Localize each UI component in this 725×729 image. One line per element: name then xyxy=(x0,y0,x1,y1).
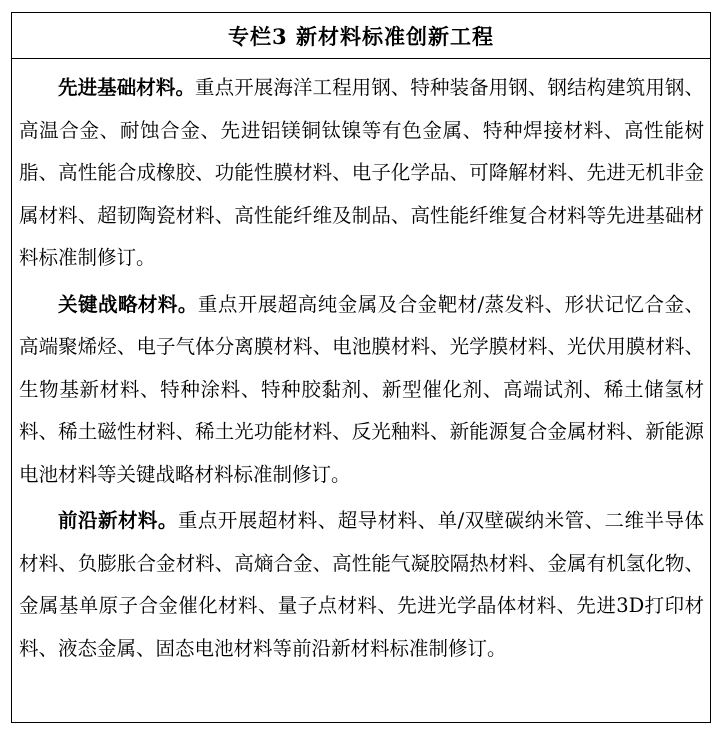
box-title: 专栏3 新材料标准创新工程 xyxy=(12,13,710,59)
paragraph-lead: 关键战略材料。 xyxy=(58,292,198,316)
feature-box xyxy=(11,12,711,723)
box-content xyxy=(12,59,710,670)
paragraph-body: 重点开展超材料、超导材料、单/双壁碳纳米管、二维半导体材料、负膨胀合金材料、高熵合金、高性能气凝胶隔热材料、金属有机氢化物、金属基单原子合金催化材料、量子点材料、先进光学晶体材料、先进3D打印材料、液态金属、固态电池材料等前沿新材料标准制修订。 xyxy=(19,509,704,660)
paragraph-body: 重点开展海洋工程用钢、特种装备用钢、钢结构建筑用钢、高温合金、耐蚀合金、先进铝镁铜钛镍等有色金属、特种焊接材料、高性能树脂、高性能合成橡胶、功能性膜材料、电子化学品、可降解材料、先进无机非金属材料、超韧陶瓷材料、高性能纤维及制品、高性能纤维复合材料等先进基础材料标准制修订。 xyxy=(19,76,704,269)
paragraph-advanced-basic-materials xyxy=(19,67,704,280)
paragraph-lead: 先进基础材料。 xyxy=(58,76,196,99)
paragraph-frontier-materials xyxy=(19,500,704,670)
paragraph-body: 重点开展超高纯金属及合金靶材/蒸发料、形状记忆合金、高端聚烯烃、电子气体分离膜材料、电池膜材料、光学膜材料、光伏用膜材料、生物基新材料、特种涂料、特种胶黏剂、新型催化剂、高端试剂、稀土储氢材料、稀土磁性材料、稀土光功能材料、反光釉料、新能源复合金属材料、新能源电池材料等关键战略材料标准制修订。 xyxy=(19,292,704,486)
paragraph-lead: 前沿新材料。 xyxy=(58,509,178,532)
paragraph-key-strategic-materials xyxy=(19,284,704,497)
